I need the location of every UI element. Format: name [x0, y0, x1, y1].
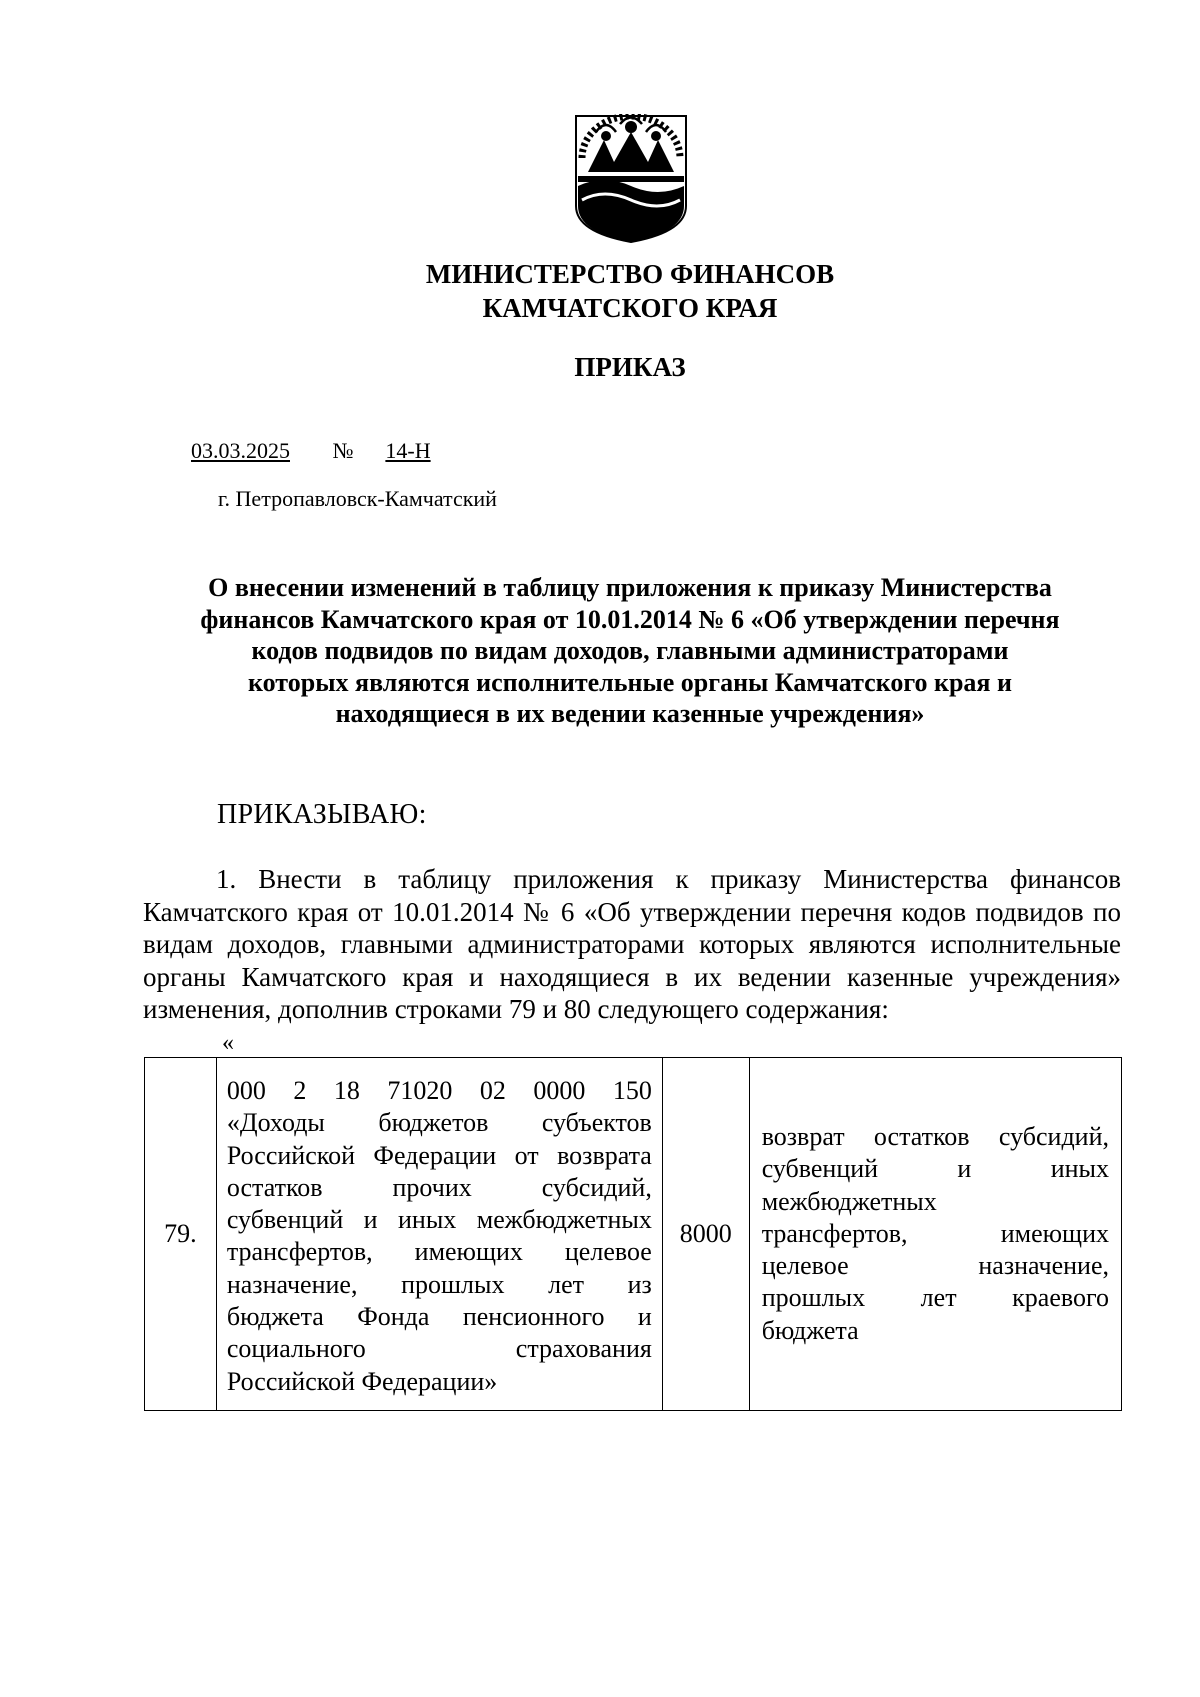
document-number: 14-Н [385, 438, 431, 463]
code-line: социального страхования [226, 1334, 652, 1364]
subject-line: находящиеся в их ведении казенные учреждения» [335, 699, 925, 728]
document-subject [140, 572, 1120, 730]
code-line: назначение, прошлых лет из [226, 1269, 652, 1299]
code-line: бюджета Фонда пенсионного и [226, 1302, 652, 1332]
code-line: трансфертов, имеющих целевое [226, 1237, 652, 1267]
subject-line: кодов подвидов по видам доходов, главными администраторами [251, 636, 1009, 665]
table-row [145, 1058, 1122, 1411]
document-date: 03.03.2025 [191, 438, 290, 463]
subtype-code: 8000 [662, 1058, 749, 1411]
description-line: трансфертов, имеющих [761, 1218, 1109, 1248]
ministry-name-line-1: МИНИСТЕРСТВО ФИНАНСОВ [425, 259, 835, 289]
description-cell [749, 1058, 1121, 1411]
kamchatka-coat-of-arms-icon [574, 114, 688, 244]
description-line: субвенций и иных [761, 1154, 1109, 1184]
number-sign: № [332, 438, 354, 463]
description-line: возврат остатков субсидий, [761, 1121, 1109, 1151]
ministry-name-line-2: КАМЧАТСКОГО КРАЯ [482, 293, 778, 323]
amendment-table [144, 1057, 1122, 1411]
subject-line: финансов Камчатского края от 10.01.2014 № 6 «Об утверждении перечня [200, 604, 1060, 634]
income-code-cell [216, 1058, 662, 1411]
description-line: межбюджетных [761, 1186, 937, 1216]
subject-line: которых являются исполнительные органы Камчатского края и [248, 667, 1012, 697]
code-line: Российской Федерации от возврата [226, 1140, 652, 1170]
description-line: бюджета [761, 1315, 859, 1345]
document-type-title: ПРИКАЗ [574, 352, 686, 382]
description-line: целевое назначение, [761, 1251, 1109, 1281]
code-line: остатков прочих субсидий, [226, 1172, 652, 1202]
paragraph-1: 1. Внести в таблицу приложения к приказу Министерства финансов Камчатского края от 10.01.2014 № 6 «Об утверждении перечня кодов подвидов по видам доходов, главными администраторами которых являются исполнительные органы Камчатского края и находящиеся в их ведении казенные учреждения» изменения, дополнив строками 79 и 80 следующего содержания: [143, 864, 1121, 1024]
code-line: субвенций и иных межбюджетных [226, 1205, 652, 1235]
description-line: прошлых лет краевого [761, 1283, 1109, 1313]
code-line: Российской Федерации» [226, 1366, 498, 1396]
decree-word: ПРИКАЗЫВАЮ: [217, 799, 427, 830]
code-line: «Доходы бюджетов субъектов [226, 1108, 652, 1138]
city-name: г. Петропавловск-Камчатский [218, 486, 497, 511]
row-number: 79. [145, 1058, 217, 1411]
opening-quote: « [222, 1030, 234, 1056]
subject-line: О внесении изменений в таблицу приложения к приказу Министерства [208, 573, 1052, 602]
code-line: 000 2 18 71020 02 0000 150 [226, 1076, 652, 1105]
